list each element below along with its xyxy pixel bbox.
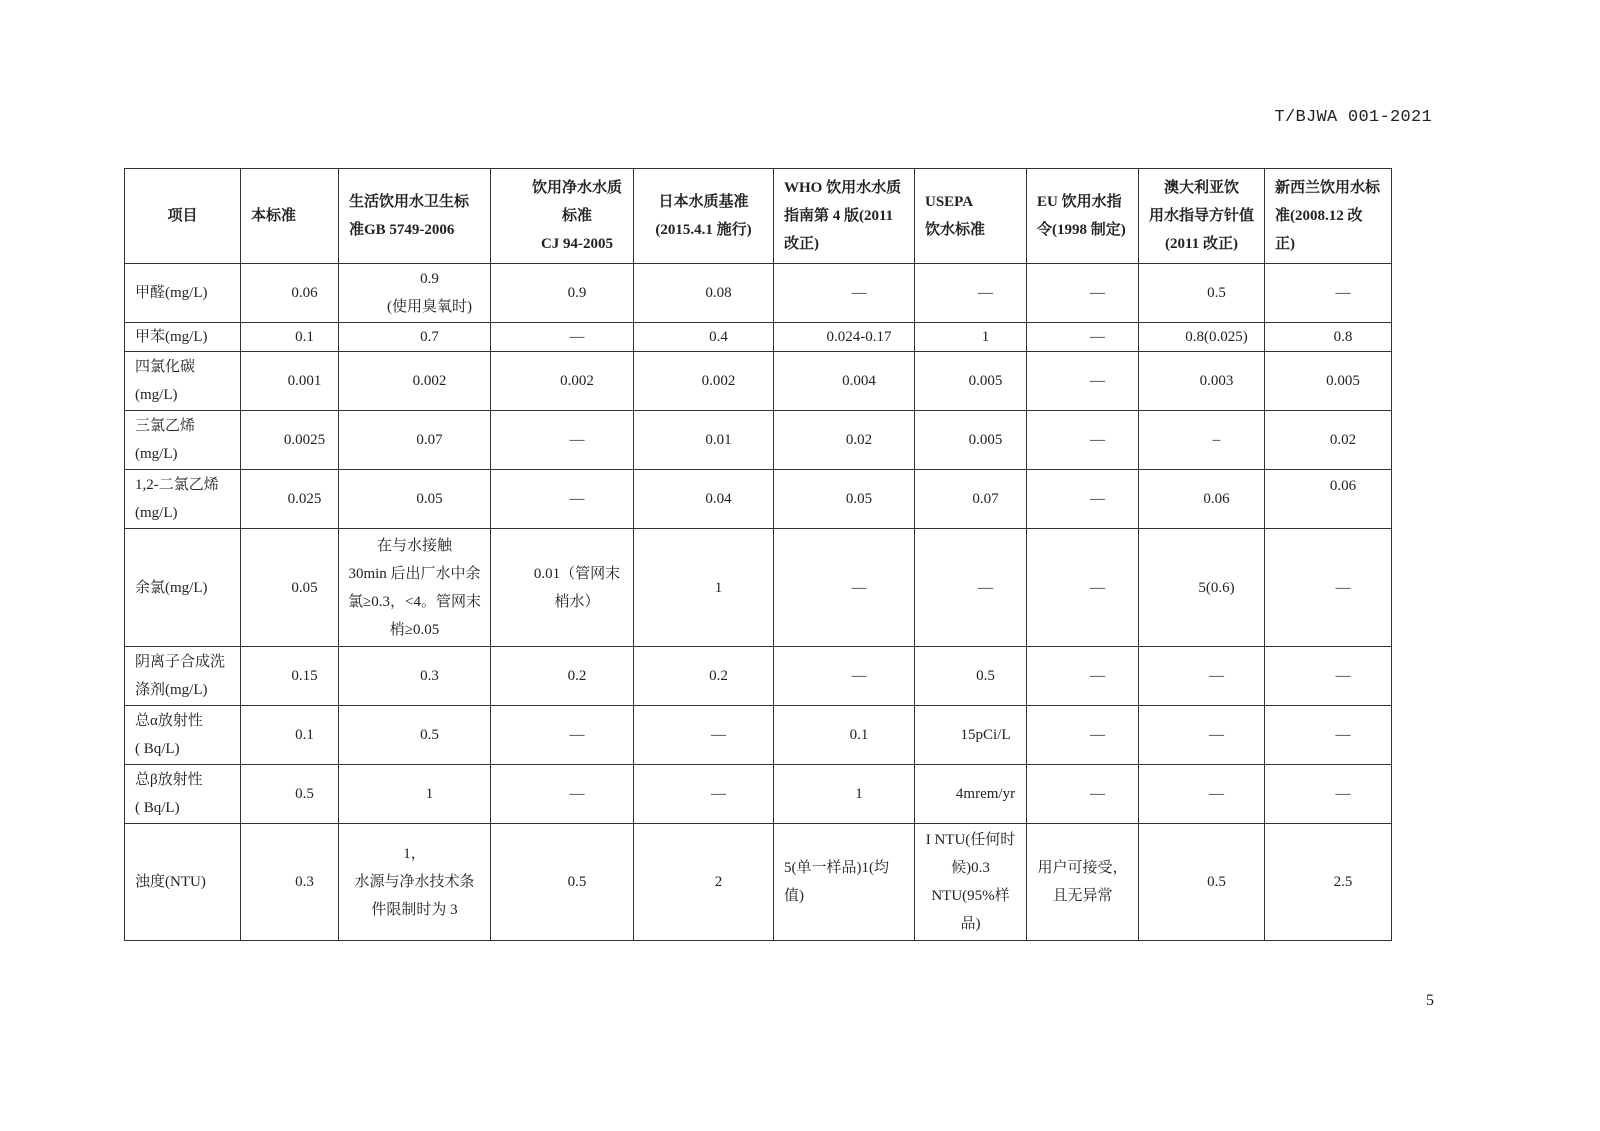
column-header: WHO 饮用水水质 指南第 4 版(2011 改正): [774, 169, 915, 264]
column-header: 新西兰饮用水标 准(2008.12 改 正): [1265, 169, 1392, 264]
row-label: 三氯乙烯 (mg/L): [125, 411, 241, 470]
standards-comparison-table: [124, 168, 1392, 941]
column-header: USEPA 饮水标准: [915, 169, 1027, 264]
table-cell: 0.1: [241, 706, 339, 765]
table-cell: 0.3: [339, 647, 491, 706]
table-row: [125, 529, 1392, 647]
table-cell: 0.1: [241, 323, 339, 352]
row-label: 阴离子合成洗 涤剂(mg/L): [125, 647, 241, 706]
table-cell: 0.06: [1139, 470, 1265, 529]
table-cell: —: [1265, 647, 1392, 706]
table-cell: —: [491, 470, 634, 529]
row-label: 甲醛(mg/L): [125, 264, 241, 323]
column-header: 本标准: [241, 169, 339, 264]
table-cell: 1， 水源与净水技术条 件限制时为 3: [339, 824, 491, 941]
table-cell: 0.5: [241, 765, 339, 824]
table-cell: 0.05: [241, 529, 339, 647]
table-cell: 0.7: [339, 323, 491, 352]
table-row: [125, 264, 1392, 323]
table-cell: 0.002: [491, 352, 634, 411]
table-cell: 0.9 (使用臭氧时): [339, 264, 491, 323]
table-cell: 2: [634, 824, 774, 941]
table-cell: —: [1027, 411, 1139, 470]
table-cell: 0.2: [491, 647, 634, 706]
table-cell: 0.05: [774, 470, 915, 529]
table-cell: —: [1139, 647, 1265, 706]
table-cell: 0.5: [915, 647, 1027, 706]
table-row: [125, 647, 1392, 706]
table-cell: —: [491, 765, 634, 824]
table-cell: 0.5: [339, 706, 491, 765]
table-cell: I NTU(任何时 候)0.3 NTU(95%样 品): [915, 824, 1027, 941]
table-cell: —: [1027, 470, 1139, 529]
table-cell: 15pCi/L: [915, 706, 1027, 765]
table-cell: 0.04: [634, 470, 774, 529]
row-label: 四氯化碳 (mg/L): [125, 352, 241, 411]
column-header: 日本水质基准 (2015.4.1 施行): [634, 169, 774, 264]
row-label: 1,2-二氯乙烯 (mg/L): [125, 470, 241, 529]
table-cell: 1: [339, 765, 491, 824]
table-cell: —: [634, 765, 774, 824]
table-cell: 0.07: [339, 411, 491, 470]
table-cell: —: [915, 264, 1027, 323]
column-header: 饮用净水水质 标准 CJ 94-2005: [491, 169, 634, 264]
table-body: [125, 264, 1392, 941]
table-cell: —: [1265, 264, 1392, 323]
table-cell: 0.01（管网末 梢水）: [491, 529, 634, 647]
table-cell: 0.002: [634, 352, 774, 411]
table-cell: 0.2: [634, 647, 774, 706]
table-cell: 在与水接触 30min 后出厂水中余 氯≥0.3，<4。管网末 梢≥0.05: [339, 529, 491, 647]
table-cell: 0.06: [241, 264, 339, 323]
table-row: [125, 352, 1392, 411]
row-label: 总α放射性 ( Bq/L): [125, 706, 241, 765]
table-cell: 用户可接受， 且无异常: [1027, 824, 1139, 941]
table-cell: —: [491, 706, 634, 765]
table-cell: 5(0.6): [1139, 529, 1265, 647]
row-label: 甲苯(mg/L): [125, 323, 241, 352]
table-cell: —: [774, 647, 915, 706]
table-cell: 1: [915, 323, 1027, 352]
table-cell: —: [1139, 706, 1265, 765]
table-cell: 0.9: [491, 264, 634, 323]
table-cell: 0.5: [1139, 824, 1265, 941]
table-cell: 0.002: [339, 352, 491, 411]
table-cell: 0.01: [634, 411, 774, 470]
row-label: 浊度(NTU): [125, 824, 241, 941]
table-row: [125, 824, 1392, 941]
table-cell: 0.5: [1139, 264, 1265, 323]
table-cell: 0.005: [1265, 352, 1392, 411]
table-cell: 0.02: [1265, 411, 1392, 470]
table-cell: —: [1027, 352, 1139, 411]
page-number: 5: [1426, 992, 1434, 1009]
table-cell: —: [774, 264, 915, 323]
table-cell: 0.4: [634, 323, 774, 352]
table-cell: 0.005: [915, 411, 1027, 470]
table-cell: 0.15: [241, 647, 339, 706]
column-header: EU 饮用水指 令(1998 制定): [1027, 169, 1139, 264]
table-cell: 1: [634, 529, 774, 647]
table-cell: 0.025: [241, 470, 339, 529]
table-cell: 1: [774, 765, 915, 824]
row-label: 余氯(mg/L): [125, 529, 241, 647]
table-cell: 4mrem/yr: [915, 765, 1027, 824]
table-cell: —: [1027, 647, 1139, 706]
table-row: [125, 411, 1392, 470]
table-cell: 0.1: [774, 706, 915, 765]
table-cell: 0.02: [774, 411, 915, 470]
table-cell: —: [1027, 323, 1139, 352]
table-cell: —: [1265, 765, 1392, 824]
table-cell: 2.5: [1265, 824, 1392, 941]
table-cell: 0.001: [241, 352, 339, 411]
table-cell: —: [774, 529, 915, 647]
table-cell: 0.0025: [241, 411, 339, 470]
table-cell: —: [1265, 706, 1392, 765]
column-header: 生活饮用水卫生标 准GB 5749-2006: [339, 169, 491, 264]
table-cell: –: [1139, 411, 1265, 470]
table-cell: 0.08: [634, 264, 774, 323]
table-row: [125, 323, 1392, 352]
table-cell: 0.024-0.17: [774, 323, 915, 352]
table-row: [125, 706, 1392, 765]
table-cell: 5(单一样品)1(均 值): [774, 824, 915, 941]
table-cell: 0.06: [1265, 470, 1392, 529]
row-label: 总β放射性 ( Bq/L): [125, 765, 241, 824]
table-header-row: [125, 169, 1392, 264]
table-header: [125, 169, 1392, 264]
column-header: 项目: [125, 169, 241, 264]
table-cell: 0.5: [491, 824, 634, 941]
table-cell: —: [491, 411, 634, 470]
table-row: [125, 470, 1392, 529]
table-cell: —: [1027, 706, 1139, 765]
table-cell: —: [1139, 765, 1265, 824]
table-cell: —: [1265, 529, 1392, 647]
table-cell: 0.07: [915, 470, 1027, 529]
table-cell: 0.05: [339, 470, 491, 529]
table-row: [125, 765, 1392, 824]
table-cell: —: [491, 323, 634, 352]
table-cell: 0.004: [774, 352, 915, 411]
table-cell: 0.3: [241, 824, 339, 941]
table-cell: 0.005: [915, 352, 1027, 411]
table-cell: 0.8(0.025): [1139, 323, 1265, 352]
table-cell: —: [1027, 765, 1139, 824]
table-cell: 0.003: [1139, 352, 1265, 411]
table-cell: —: [915, 529, 1027, 647]
table-cell: —: [1027, 529, 1139, 647]
column-header: 澳大利亚饮 用水指导方针值 (2011 改正): [1139, 169, 1265, 264]
table-cell: 0.8: [1265, 323, 1392, 352]
table-cell: —: [1027, 264, 1139, 323]
document-code: T/BJWA 001-2021: [1274, 108, 1432, 127]
table-cell: —: [634, 706, 774, 765]
